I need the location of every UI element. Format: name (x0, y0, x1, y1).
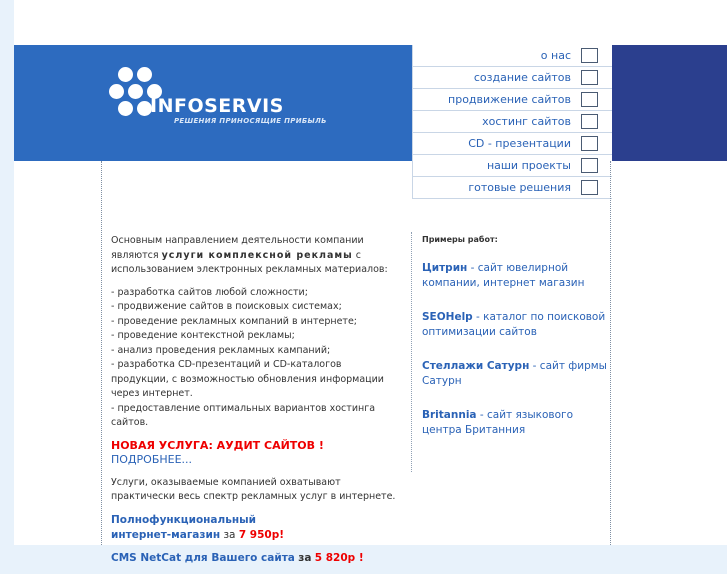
menu-label: продвижение сайтов (448, 93, 571, 106)
list-item: - разработка сайтов любой сложности; (111, 286, 308, 298)
intro-bold: услуги комплексной рекламы (161, 249, 353, 261)
checkbox-icon (581, 158, 598, 173)
examples-panel (422, 232, 607, 457)
checkbox-icon (581, 70, 598, 85)
menu-label: создание сайтов (473, 71, 571, 84)
checkbox-icon (581, 136, 598, 151)
logo-tagline: РЕШЕНИЯ ПРИНОСЯЩИЕ ПРИБЫЛЬ (174, 117, 327, 125)
divider-middle (411, 232, 412, 472)
main-menu (412, 45, 612, 199)
example-item[interactable] (422, 408, 607, 438)
cms-link[interactable]: CMS NetCat для Вашего сайта (111, 551, 295, 564)
example-item[interactable] (422, 261, 607, 291)
offer-shop (111, 513, 401, 543)
example-desc: - сайт ювелирной компании, интернет магазин (422, 262, 585, 289)
cms-price: 5 820р ! (314, 551, 364, 564)
checkbox-icon (581, 180, 598, 195)
offer-for: за (298, 551, 312, 564)
audit-link[interactable]: НОВАЯ УСЛУГА: АУДИТ САЙТОВ ! (111, 438, 324, 452)
menu-item-web-dev[interactable] (413, 67, 612, 89)
menu-item-solutions[interactable] (413, 177, 612, 199)
list-item: - разработка CD-презентаций и CD-каталогов продукции, с возможностью обновления информации через интернет. (111, 359, 384, 399)
divider-right (610, 161, 611, 545)
list-item: - проведение контекстной рекламы; (111, 330, 295, 341)
logo-name: INFOSERVIS (150, 95, 284, 117)
offer-for: за (223, 528, 236, 541)
example-name: Стеллажи Сатурн (422, 360, 530, 372)
checkbox-icon (581, 114, 598, 129)
checkbox-icon (581, 48, 598, 63)
example-name: SEOHelp (422, 311, 473, 323)
menu-label: хостинг сайтов (482, 115, 571, 128)
menu-label: CD - презентации (468, 137, 571, 150)
shop-link-line2[interactable]: интернет-магазин (111, 528, 221, 541)
example-desc: - каталог по поисковой оптимизации сайтов (422, 311, 606, 338)
list-item: - проведение рекламных компаний в интернете; (111, 315, 358, 327)
example-desc: - сайт фирмы Сатурн (422, 360, 607, 387)
example-item[interactable] (422, 310, 607, 340)
intro-after: с использованием электронных рекламных материалов: (111, 249, 388, 275)
list-item: - предоставление оптимальных вариантов хостинга сайтов. (111, 402, 376, 428)
menu-label: готовые решения (468, 181, 571, 194)
shop-price: 7 950р! (238, 528, 285, 541)
example-name: Britannia (422, 409, 477, 421)
coverage-text: Услуги, оказываемые компанией охватывают практически весь спектр рекламных услуг в интернете. (111, 476, 396, 502)
offer-cms (111, 551, 401, 566)
header-banner-right (611, 45, 727, 161)
example-name: Цитрин (422, 262, 468, 274)
main-content (111, 234, 401, 574)
menu-label: наши проекты (486, 159, 571, 172)
menu-item-cd[interactable] (413, 133, 612, 155)
new-service (111, 439, 401, 468)
examples-heading: Примеры работ: (422, 235, 498, 244)
intro-before: Основным направлением деятельности компании являются (111, 235, 364, 261)
example-desc: - сайт языкового центра Британния (422, 409, 573, 436)
checkbox-icon (581, 92, 598, 107)
intro-text (111, 234, 401, 278)
menu-item-projects[interactable] (413, 155, 612, 177)
list-item: - анализ проведения рекламных кампаний; (111, 344, 331, 356)
menu-item-about[interactable] (413, 45, 612, 67)
more-link[interactable]: ПОДРОБНЕЕ... (111, 453, 193, 466)
example-item[interactable] (422, 359, 607, 389)
menu-item-hosting[interactable] (413, 111, 612, 133)
list-item: - продвижение сайтов в поисковых системах; (111, 301, 342, 312)
menu-item-seo[interactable] (413, 89, 612, 111)
divider-left (101, 161, 102, 545)
services-list (111, 286, 401, 431)
shop-link-line1[interactable]: Полнофункциональный (111, 513, 256, 526)
menu-label: о нас (540, 49, 571, 62)
